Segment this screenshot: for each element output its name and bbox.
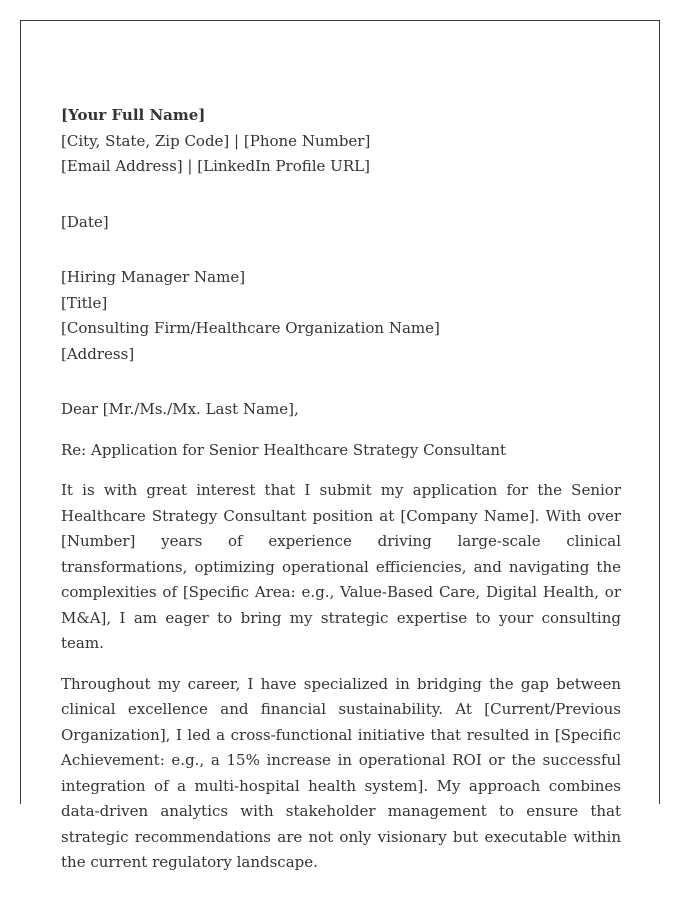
salutation: Dear [Mr./Ms./Mx. Last Name],	[61, 400, 299, 418]
letter-content	[61, 103, 621, 891]
sender-address-line: [City, State, Zip Code] | [Phone Number]	[61, 131, 371, 150]
sender-name: [Your Full Name]	[61, 106, 206, 124]
subject-line: Re: Application for Senior Healthcare Strategy Consultant	[61, 440, 507, 459]
recipient-address: [Address]	[61, 344, 135, 363]
recipient-block	[61, 265, 621, 367]
letter-date: [Date]	[61, 212, 109, 231]
recipient-title: [Title]	[61, 293, 108, 312]
recipient-organization: [Consulting Firm/Healthcare Organization Name]	[61, 319, 440, 337]
sender-contact-line: [Email Address] | [LinkedIn Profile URL]	[61, 157, 370, 175]
sender-block	[61, 103, 621, 180]
body-paragraph-2: Throughout my career, I have specialized in bridging the gap between clinical excellence and financial sustainability. At [Current/Previous Organization], I led a cross-functional initiative that resulted in [Specific Achievement: e.g., a 15% increase in operational ROI or the successful integration of a multi-hospital health system]. My approach combines data-driven analytics with stakeholder management to ensure that strategic recommendations are not only visionary but executable within the current regulatory landscape.	[61, 674, 621, 871]
date-block	[61, 210, 621, 236]
letter-page	[20, 20, 660, 871]
recipient-name: [Hiring Manager Name]	[61, 268, 246, 286]
body-paragraph-1: It is with great interest that I submit my application for the Senior Healthcare Strategy Consultant position at [Company Name]. With over [Number] years of experience driving large-scale clinical transformations, optimizing operational efficiencies, and navigating the complexities of [Specific Area: e.g., Value-Based Care, Digital Health, or M&A], I am eager to bring my strategic expertise to your consulting team.	[61, 481, 621, 652]
